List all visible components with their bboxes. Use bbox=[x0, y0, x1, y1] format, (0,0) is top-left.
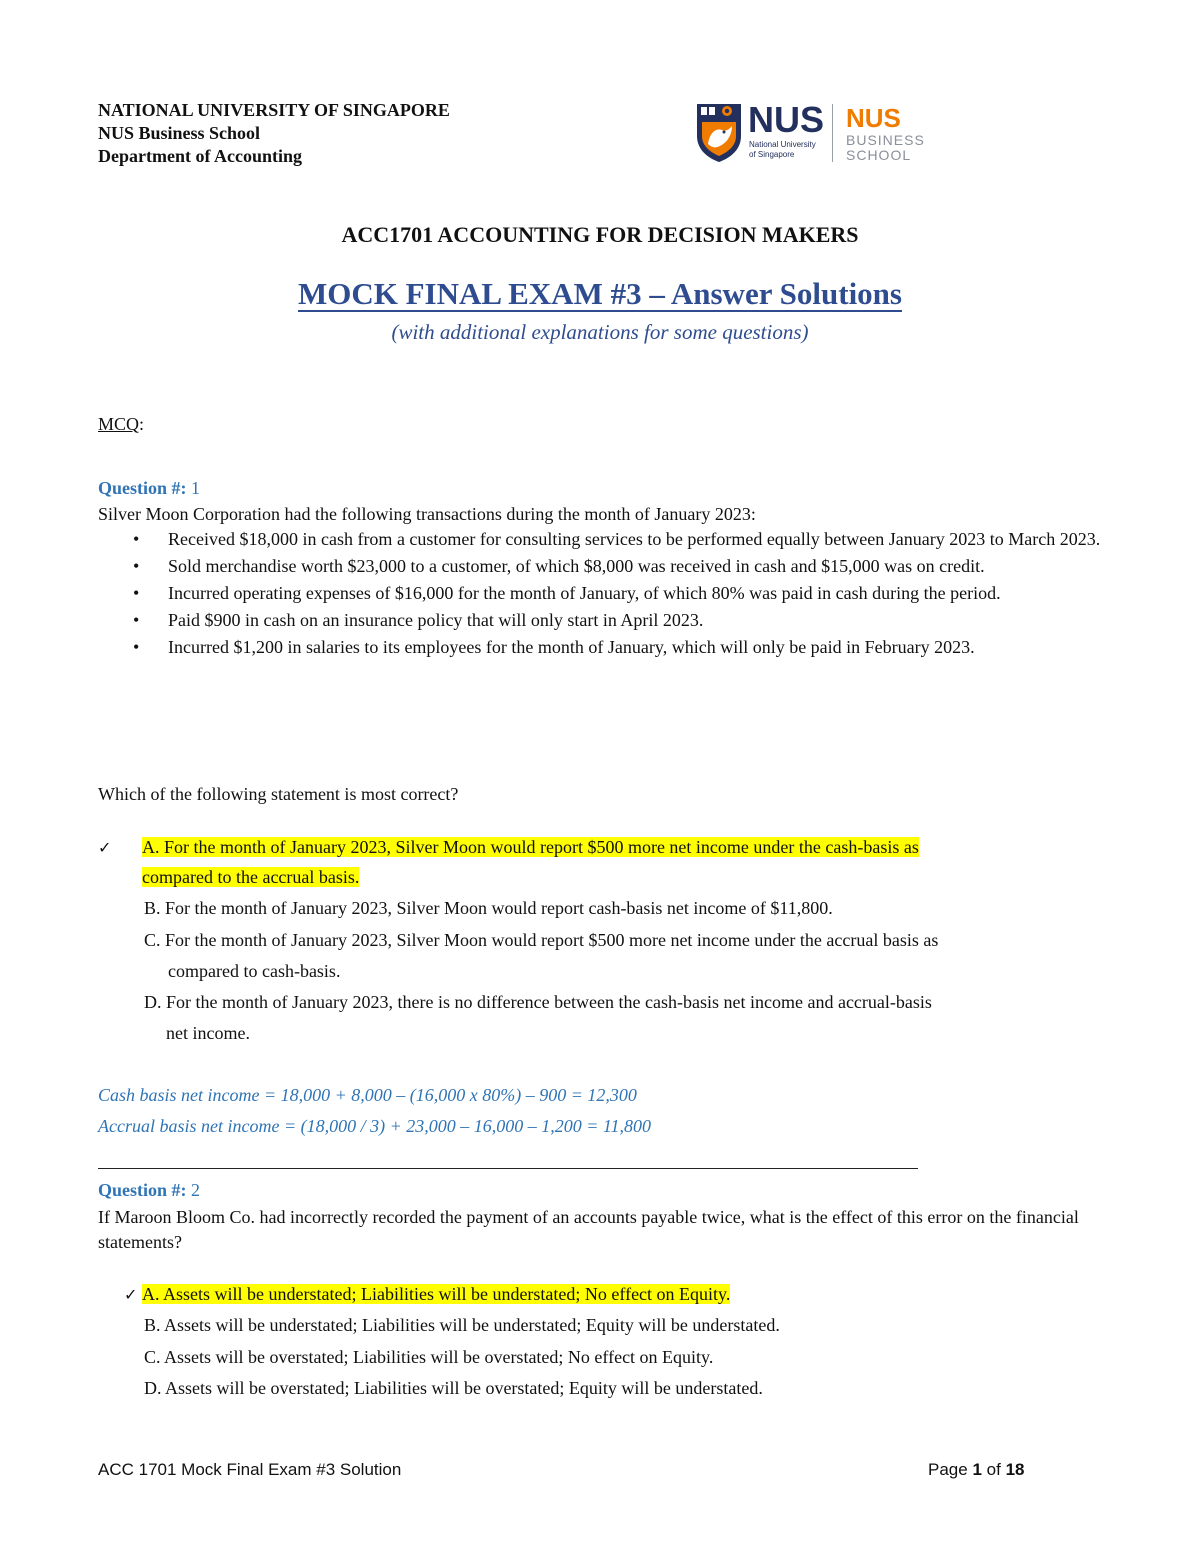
question-number: 1 bbox=[191, 478, 201, 498]
option-a-line-1 bbox=[142, 832, 919, 863]
logo-divider bbox=[832, 104, 833, 162]
nus-crest-icon bbox=[694, 102, 744, 164]
question-number: 2 bbox=[191, 1180, 201, 1200]
option-d-line-1: D. For the month of January 2023, there is no difference between the cash-basis net income and accrual-basis bbox=[144, 992, 932, 1012]
option-a-text-2: compared to the accrual basis. bbox=[142, 867, 360, 887]
exam-title-wrap bbox=[0, 276, 1200, 312]
option-a bbox=[142, 1279, 730, 1310]
option-a-line-2 bbox=[142, 862, 359, 893]
exam-subtitle: (with additional explanations for some questions) bbox=[391, 320, 809, 344]
question-1-intro: Silver Moon Corporation had the following transactions during the month of January 2023: bbox=[98, 504, 756, 524]
bs-logo-word: NUS bbox=[846, 103, 901, 133]
nus-logo-sub-1: National University bbox=[749, 140, 816, 149]
question-1-transactions bbox=[98, 527, 1108, 662]
footer-title: ACC 1701 Mock Final Exam #3 Solution bbox=[98, 1460, 402, 1479]
list-item: • Received $18,000 in cash from a customer for consulting services to be performed equally between January 2023 to March 2023. bbox=[98, 527, 1108, 551]
university-name: NATIONAL UNIVERSITY OF SINGAPORE bbox=[98, 100, 450, 120]
option-a-text-1: A. For the month of January 2023, Silver Moon would report $500 more net income under the cash-basis as bbox=[142, 837, 919, 857]
explanation-accrual-basis: Accrual basis net income = (18,000 / 3) + 23,000 – 16,000 – 1,200 = 11,800 bbox=[98, 1116, 652, 1136]
question-1-prompt: Which of the following statement is most correct? bbox=[98, 784, 459, 804]
exam-title: MOCK FINAL EXAM #3 – Answer Solutions bbox=[298, 276, 902, 311]
department-name: Department of Accounting bbox=[98, 146, 302, 166]
bs-logo-line-2: SCHOOL bbox=[846, 147, 912, 163]
check-icon: ✓ bbox=[124, 1285, 138, 1304]
question-divider bbox=[98, 1168, 918, 1169]
list-item: • Paid $900 in cash on an insurance policy that will only start in April 2023. bbox=[98, 608, 1108, 632]
section-heading bbox=[98, 414, 144, 435]
school-name: NUS Business School bbox=[98, 123, 261, 143]
question-1-label bbox=[98, 478, 200, 499]
bs-logo-line-1: BUSINESS bbox=[846, 132, 925, 148]
explanation-cash-basis: Cash basis net income = 18,000 + 8,000 – (16,000 x 80%) – 900 = 12,300 bbox=[98, 1085, 637, 1105]
course-title: ACC1701 ACCOUNTING FOR DECISION MAKERS bbox=[341, 222, 859, 247]
nus-logo bbox=[694, 100, 956, 166]
option-c-line-1: C. For the month of January 2023, Silver Moon would report $500 more net income under the accrual basis as bbox=[144, 930, 939, 950]
page-indicator bbox=[928, 1460, 1024, 1480]
question-2-intro: If Maroon Bloom Co. had incorrectly recorded the payment of an accounts payable twice, what is the effect of this error on the financial statements? bbox=[98, 1207, 1079, 1252]
option-b: B. Assets will be understated; Liabilities will be understated; Equity will be understated. bbox=[144, 1315, 780, 1335]
page-word: Page bbox=[928, 1460, 968, 1479]
option-a-text: A. Assets will be understated; Liabilities will be understated; No effect on Equity. bbox=[142, 1284, 731, 1304]
section-heading-colon: : bbox=[139, 414, 145, 434]
question-2-label bbox=[98, 1180, 200, 1201]
list-item: • Sold merchandise worth $23,000 to a customer, of which $8,000 was received in cash and $15,000 was on credit. bbox=[98, 554, 1108, 578]
option-d-line-2: net income. bbox=[166, 1023, 250, 1043]
question-label: Question #: bbox=[98, 1180, 187, 1200]
page-total: 18 bbox=[1005, 1460, 1025, 1479]
check-icon: ✓ bbox=[98, 838, 112, 857]
nus-logo-word: NUS bbox=[748, 99, 825, 140]
page-current: 1 bbox=[972, 1460, 982, 1479]
question-label: Question #: bbox=[98, 478, 187, 498]
option-d: D. Assets will be overstated; Liabilities will be overstated; Equity will be understated. bbox=[144, 1378, 763, 1398]
nus-logo-sub-2: of Singapore bbox=[749, 150, 795, 159]
section-heading-text: MCQ bbox=[98, 414, 140, 434]
option-b: B. For the month of January 2023, Silver Moon would report cash-basis net income of $11,800. bbox=[144, 898, 833, 918]
option-c: C. Assets will be overstated; Liabilities will be overstated; No effect on Equity. bbox=[144, 1347, 714, 1367]
list-item: • Incurred $1,200 in salaries to its employees for the month of January, which will only be paid in February 2023. bbox=[98, 635, 1108, 659]
list-item: • Incurred operating expenses of $16,000 for the month of January, of which 80% was paid in cash during the period. bbox=[98, 581, 1108, 605]
page-of: of bbox=[986, 1460, 1001, 1479]
option-c-line-2: compared to cash-basis. bbox=[168, 961, 341, 981]
